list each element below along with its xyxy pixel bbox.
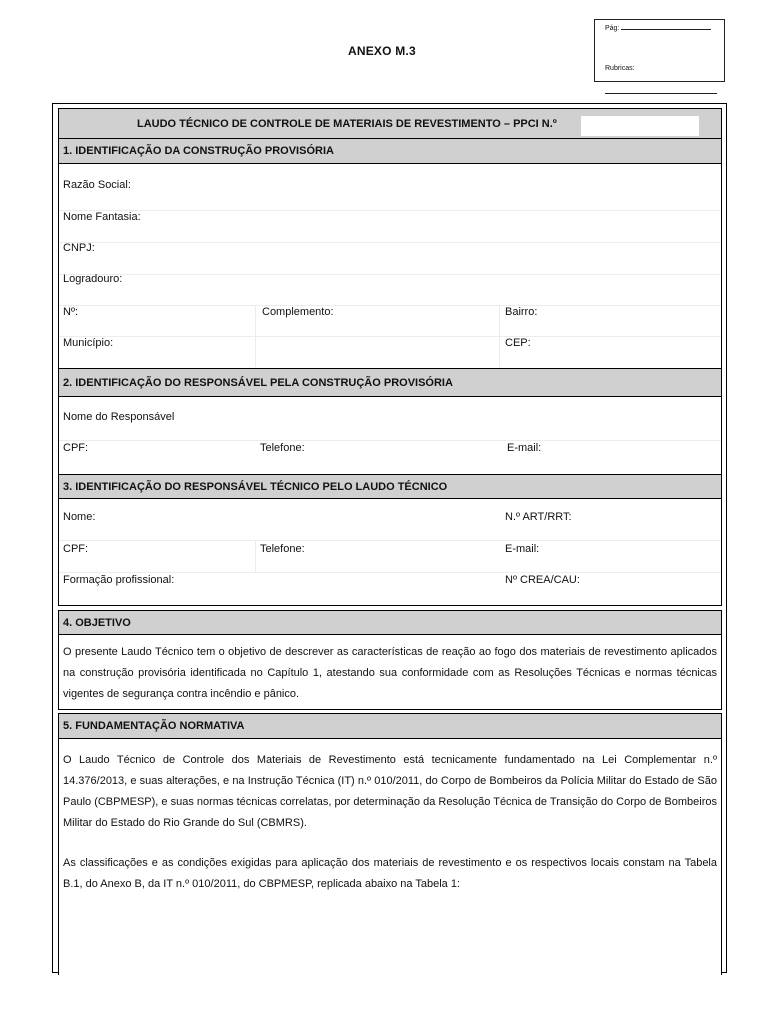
nome-fantasia-label: Nome Fantasia:: [63, 211, 141, 223]
normative-frame: [58, 713, 722, 975]
row-divider: [59, 274, 721, 275]
cep-label: CEP:: [505, 337, 531, 349]
email-tecnico-label: E-mail:: [505, 543, 540, 555]
page-number-label: Pág:: [605, 25, 620, 32]
crea-cau-label: Nº CREA/CAU:: [505, 574, 580, 586]
section2-header: 2. IDENTIFICAÇÃO DO RESPONSÁVEL PELA CONSTRUÇÃO PROVISÓRIA: [59, 368, 721, 397]
telefone-label: Telefone:: [260, 442, 305, 454]
column-divider: [255, 540, 256, 573]
signature-line[interactable]: [605, 92, 717, 94]
rubricas-label: Rubricas:: [605, 65, 635, 72]
cpf-label: CPF:: [63, 442, 89, 454]
row-divider: [59, 440, 721, 441]
objective-frame: [58, 610, 722, 710]
cpf-tecnico-label: CPF:: [63, 543, 89, 555]
telefone-tecnico-label: Telefone:: [260, 543, 305, 555]
page-rubric-box: [594, 19, 725, 82]
nome-responsavel-label: Nome do Responsável: [63, 411, 175, 423]
column-divider: [255, 305, 256, 367]
page-number-line: [605, 25, 711, 32]
row-divider: [59, 242, 721, 243]
row-divider: [59, 305, 721, 306]
section3-header: 3. IDENTIFICAÇÃO DO RESPONSÁVEL TÉCNICO PELO LAUDO TÉCNICO: [59, 474, 721, 499]
razao-social-label: Razão Social:: [63, 179, 131, 191]
section4-header: 4. OBJETIVO: [59, 611, 721, 635]
cnpj-label: CNPJ:: [63, 242, 95, 254]
identification-frame: [58, 108, 722, 606]
row-divider: [59, 572, 721, 573]
row-divider: [59, 336, 721, 337]
bairro-label: Bairro:: [505, 306, 538, 318]
normative-paragraph-2: As classificações e as condições exigidas para aplicação dos materiais de revestimento e os respectivos locais constam na Tabela B.1, do Anexo B, da IT n.º 010/2011, do CBPMESP, replicada abaixo na Tabela 1:: [63, 857, 717, 890]
ppci-number-field[interactable]: [581, 116, 699, 136]
complemento-label: Complemento:: [262, 306, 334, 318]
form-title: LAUDO TÉCNICO DE CONTROLE DE MATERIAIS DE REVESTIMENTO – PPCI N.º: [137, 117, 557, 130]
logradouro-label: Logradouro:: [63, 273, 123, 285]
municipio-label: Município:: [63, 337, 114, 349]
annex-title: ANEXO M.3: [348, 44, 416, 58]
column-divider: [499, 305, 500, 367]
row-divider: [59, 210, 721, 211]
email-label: E-mail:: [507, 442, 542, 454]
objective-text: O presente Laudo Técnico tem o objetivo de descrever as características de reação ao fogo dos materiais de revestimento aplicados na construção provisória identificada no Capítulo 1, atestando sua conformidade com as Resoluções Técnicas e normas técnicas vigentes de segurança contra incêndio e pânico.: [63, 646, 717, 700]
row-divider: [59, 540, 721, 541]
normative-paragraph-1: O Laudo Técnico de Controle dos Materiais de Revestimento está tecnicamente fundamentado na Lei Complementar n.º 14.376/2013, e suas alterações, e na Instrução Técnica (IT) n.º 010/2011, do Corpo de Bombeiros da Polícia Militar do Estado de São Paulo (CBPMESP), e suas normas técnicas correlatas, por determinação da Resolução Técnica de Transição do Corpo de Bombeiros Militar do Estado do Rio Grande do Sul (CBMRS).: [63, 754, 718, 829]
art-rrt-label: N.º ART/RRT:: [505, 511, 572, 523]
section1-header: 1. IDENTIFICAÇÃO DA CONSTRUÇÃO PROVISÓRIA: [59, 139, 721, 164]
formacao-label: Formação profissional:: [63, 574, 175, 586]
nome-tecnico-label: Nome:: [63, 511, 96, 523]
numero-label: Nº:: [63, 306, 79, 318]
page-number-blank[interactable]: [621, 29, 711, 30]
section5-header: 5. FUNDAMENTAÇÃO NORMATIVA: [59, 714, 721, 739]
normative-text: [63, 750, 717, 895]
form-title-bar: [59, 109, 721, 139]
